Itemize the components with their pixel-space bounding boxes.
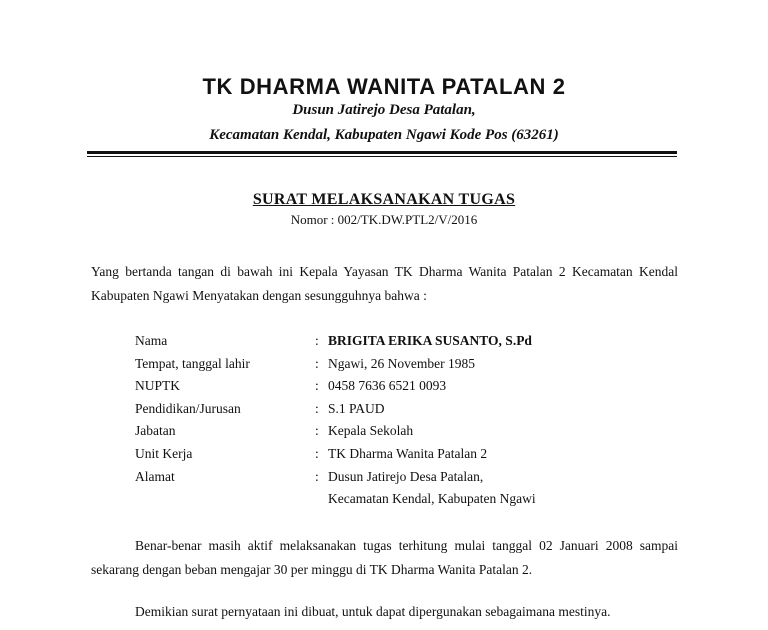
identity-value: TK Dharma Wanita Patalan 2 (328, 445, 488, 461)
identity-label: Tempat, tanggal lahir (135, 355, 250, 371)
identity-separator: : (315, 468, 319, 484)
identity-label: Nama (135, 333, 168, 348)
identity-separator: : (315, 400, 319, 416)
identity-label: Pendidikan/Jurusan (135, 400, 241, 416)
address-line-2: Kecamatan Kendal, Kabupaten Ngawi Kode Pos (63261) (209, 127, 559, 143)
address-line-1: Dusun Jatirejo Desa Patalan, (292, 102, 476, 118)
identity-value-name: BRIGITA ERIKA SUSANTO, S.Pd (328, 333, 532, 348)
document-title: SURAT MELAKSANAKAN TUGAS (252, 191, 516, 208)
identity-label: Unit Kerja (135, 445, 193, 461)
letterhead-divider-thick (87, 151, 677, 154)
identity-value: Kecamatan Kendal, Kabupaten Ngawi (328, 491, 536, 507)
identity-separator: : (315, 355, 319, 371)
identity-value: 0458 7636 6521 0093 (328, 378, 447, 394)
identity-value: Dusun Jatirejo Desa Patalan, (328, 468, 484, 484)
identity-label: Jabatan (135, 423, 176, 439)
identity-separator: : (315, 445, 319, 461)
identity-value: Kepala Sekolah (328, 423, 414, 439)
document-number: Nomor : 002/TK.DW.PTL2/V/2016 (290, 212, 478, 227)
identity-value: Ngawi, 26 November 1985 (328, 355, 475, 371)
identity-label: NUPTK (135, 378, 181, 394)
intro-paragraph: Yang bertanda tangan di bawah ini Kepala Yayasan TK Dharma Wanita Patalan 2 Kecamatan Kendal Kabupaten Ngawi Menyatakan dengan sesungguhnya bahwa : (91, 264, 678, 303)
identity-separator: : (315, 333, 319, 348)
identity-separator: : (315, 423, 319, 439)
identity-value: S.1 PAUD (328, 400, 385, 416)
identity-label: Alamat (135, 468, 175, 484)
identity-separator: : (315, 378, 319, 394)
letterhead-divider-thin (87, 156, 677, 157)
active-statement-paragraph: Benar-benar masih aktif melaksanakan tugas terhitung mulai tanggal 02 Januari 2008 sampai sekarang dengan beban mengajar 30 per minggu di TK Dharma Wanita Patalan 2. (91, 538, 678, 577)
closing-paragraph: Demikian surat pernyataan ini dibuat, untuk dapat dipergunakan sebagaimana mestinya. (135, 604, 611, 619)
school-name-heading: TK DHARMA WANITA PATALAN 2 (202, 74, 566, 99)
